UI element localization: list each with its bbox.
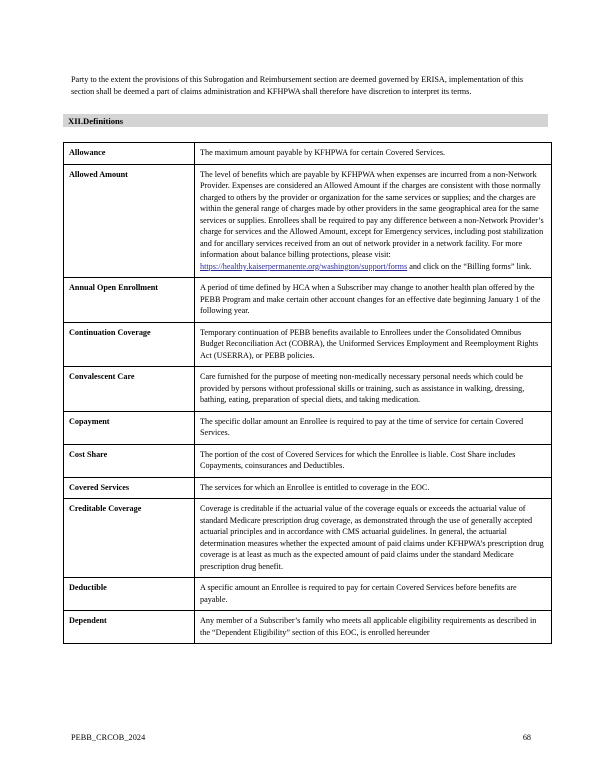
table-row: [64, 444, 552, 477]
definition-text: Coverage is creditable if the actuarial value of the coverage equals or exceeds the actuarial value of standard Medicare prescription drug coverage, as demonstrated through the use of generally accepted actuarial principles and in accordance with CMS actuarial guidelines. In general, the actuarial determination measures whether the expected amount of paid claims under KFHPWA’s prescription drug coverage is at least as much as the expected amount of paid claims under the standard Medicare prescription drug benefit.: [195, 499, 552, 578]
footer-page-number: 68: [522, 733, 531, 742]
table-row: [64, 278, 552, 323]
table-row: [64, 499, 552, 578]
section-number: XII.: [68, 115, 84, 126]
table-row: [64, 477, 552, 499]
definition-term: Annual Open Enrollment: [64, 278, 195, 323]
table-row: [64, 367, 552, 412]
intro-paragraph: Party to the extent the provisions of this Subrogation and Reimbursement section are deemed governed by ERISA, implementation of this section shall be deemed a part of claims administration and KFHPWA shall therefore have discretion to interpret its terms.: [71, 75, 524, 96]
definition-text-part-2: and click on the “Billing forms” link.: [407, 261, 532, 271]
definition-text: Temporary continuation of PEBB benefits available to Enrollees under the Consolidated Omnibus Budget Reconciliation Act (COBRA), the Uniformed Services Employment and Reemployment Rights Act (USERRA), or PEBB policies.: [195, 322, 552, 367]
table-row: [64, 322, 552, 367]
definition-text-part-1: The level of benefits which are payable by KFHPWA when expenses are incurred from a non-Network Provider. Expenses are considered an Allowed Amount if the charges are consistent with those normally charged to others by the provider or organization for the same services or supplies; and the charges are within the general range of charges made by other providers in the same geographical area for the same services or supplies. Enrollees shall be required to pay any difference between a non-Network Provider’s charge for services and the Allowed Amount, except for Emergency services, including post stabilization and for ancillary services received from an out of network provider in a network facility. For more information about balance billing protections, please visit:: [200, 169, 544, 259]
balance-billing-forms-link[interactable]: https://healthy.kaiserpermanente.org/washington/support/forms: [200, 261, 408, 271]
section-title: Definitions: [83, 115, 124, 126]
definitions-table: [63, 142, 552, 644]
page-footer: [71, 733, 531, 742]
definition-text: The portion of the cost of Covered Services for which the Enrollee is liable. Cost Share includes Copayments, coinsurances and Deductibles.: [195, 444, 552, 477]
table-row: [64, 578, 552, 611]
section-header-bar: [63, 114, 548, 127]
table-row: [64, 143, 552, 165]
definition-term: Dependent: [64, 611, 195, 644]
definition-term: Continuation Coverage: [64, 322, 195, 367]
definition-term: Copayment: [64, 411, 195, 444]
definition-text: [195, 164, 552, 278]
definition-term: Creditable Coverage: [64, 499, 195, 578]
definition-text: A period of time defined by HCA when a Subscriber may change to another health plan offered by the PEBB Program and make certain other account changes for an effective date beginning January 1 of the following year.: [195, 278, 552, 323]
definition-text: A specific amount an Enrollee is required to pay for certain Covered Services before benefits are payable.: [195, 578, 552, 611]
definition-text: Any member of a Subscriber’s family who meets all applicable eligibility requirements as described in the “Dependent Eligibility” section of this EOC, is enrolled hereunder: [195, 611, 552, 644]
table-row: [64, 611, 552, 644]
definition-term: Cost Share: [64, 444, 195, 477]
footer-document-id: PEBB_CRCOB_2024: [71, 733, 146, 742]
definition-term: Convalescent Care: [64, 367, 195, 412]
definition-term: Deductible: [64, 578, 195, 611]
definition-term: Covered Services: [64, 477, 195, 499]
definition-text: The maximum amount payable by KFHPWA for certain Covered Services.: [195, 143, 552, 165]
definition-text: The services for which an Enrollee is entitled to coverage in the EOC.: [195, 477, 552, 499]
definition-term: Allowance: [64, 143, 195, 165]
table-row: [64, 164, 552, 278]
table-row: [64, 411, 552, 444]
definition-text: The specific dollar amount an Enrollee is required to pay at the time of service for certain Covered Services.: [195, 411, 552, 444]
definition-text: Care furnished for the purpose of meeting non-medically necessary personal needs which could be provided by persons without professional skills or training, such as assistance in walking, dressing, bathing, eating, preparation of special diets, and taking medication.: [195, 367, 552, 412]
definition-term: Allowed Amount: [64, 164, 195, 278]
